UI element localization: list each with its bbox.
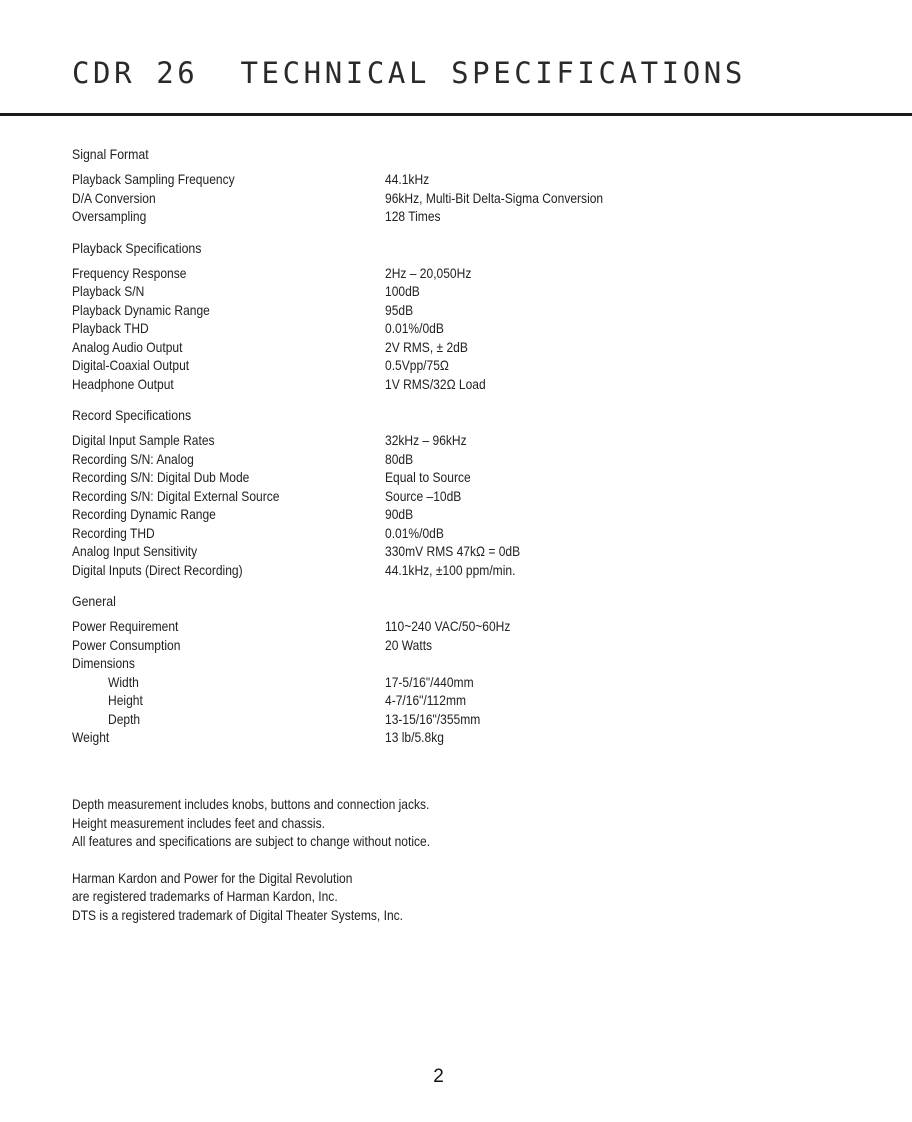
spec-label: Recording S/N: Analog xyxy=(72,450,194,467)
spec-label: Power Requirement xyxy=(72,618,179,634)
spec-row xyxy=(72,505,872,524)
spec-row xyxy=(72,636,872,655)
spec-value: 90dB xyxy=(385,506,414,522)
spec-row xyxy=(72,487,872,506)
spec-row xyxy=(72,375,872,394)
spec-value: 96kHz, Multi-Bit Delta-Sigma Conversion xyxy=(385,189,604,206)
spec-value: 100dB xyxy=(385,283,420,299)
spec-value: 128 Times xyxy=(385,208,441,224)
spec-row xyxy=(72,301,872,320)
spec-label: Playback Sampling Frequency xyxy=(72,171,235,187)
spec-value: 2V RMS, ± 2dB xyxy=(385,338,468,355)
note-line: Height measurement includes feet and chassis. xyxy=(72,814,325,831)
spec-label: D/A Conversion xyxy=(72,189,156,206)
spec-value: 2Hz – 20,050Hz xyxy=(385,264,472,281)
trademark-line: DTS is a registered trademark of Digital Theater Systems, Inc. xyxy=(72,906,404,923)
spec-value: 1V RMS/32Ω Load xyxy=(385,375,486,392)
spec-label: Digital Input Sample Rates xyxy=(72,432,215,448)
spec-label: Recording Dynamic Range xyxy=(72,506,216,522)
spec-value: 20 Watts xyxy=(385,636,433,653)
spec-label: Playback S/N xyxy=(72,283,145,299)
spec-value: 13 lb/5.8kg xyxy=(385,729,444,745)
section-heading: General xyxy=(72,593,116,609)
page-title: CDR 26 TECHNICAL SPECIFICATIONS xyxy=(72,56,746,90)
spec-row xyxy=(72,561,872,580)
section-record-specifications xyxy=(72,405,872,579)
spec-label: Oversampling xyxy=(72,208,147,224)
spec-row xyxy=(72,170,872,189)
spec-value: 44.1kHz xyxy=(385,171,430,187)
spec-label: Power Consumption xyxy=(72,636,181,653)
spec-row xyxy=(72,542,872,561)
spec-label: Depth xyxy=(108,710,141,727)
spec-label: Weight xyxy=(72,729,110,745)
spec-label: Recording S/N: Digital Dub Mode xyxy=(72,469,250,485)
spec-row xyxy=(72,654,872,673)
spec-label: Playback THD xyxy=(72,320,149,336)
spec-label: Dimensions xyxy=(72,655,135,671)
section-signal-format xyxy=(72,144,872,226)
note-line: All features and specifications are subject to change without notice. xyxy=(72,833,431,849)
section-general xyxy=(72,591,872,747)
spec-row xyxy=(72,264,872,283)
spec-value: 44.1kHz, ±100 ppm/min. xyxy=(385,561,516,578)
spec-content xyxy=(72,144,872,759)
spec-value: 0.01%/0dB xyxy=(385,524,444,541)
spec-label: Recording THD xyxy=(72,524,155,541)
spec-row xyxy=(72,617,872,636)
spec-value: 17-5/16"/440mm xyxy=(385,673,474,690)
section-heading: Record Specifications xyxy=(72,407,192,423)
trademark-line: are registered trademarks of Harman Kardon, Inc. xyxy=(72,888,338,904)
spec-label: Analog Input Sensitivity xyxy=(72,543,198,559)
spec-value: 4-7/16"/112mm xyxy=(385,692,467,708)
spec-row xyxy=(72,431,872,450)
spec-value: 0.01%/0dB xyxy=(385,320,444,336)
spec-row xyxy=(72,468,872,487)
spec-row xyxy=(72,728,872,747)
spec-label: Frequency Response xyxy=(72,264,187,281)
note-line: Depth measurement includes knobs, buttons and connection jacks. xyxy=(72,796,430,812)
page-number: 2 xyxy=(433,1066,444,1087)
spec-label: Digital Inputs (Direct Recording) xyxy=(72,561,243,578)
spec-value: Equal to Source xyxy=(385,469,471,485)
spec-row xyxy=(72,524,872,543)
spec-value: 13-15/16"/355mm xyxy=(385,710,481,727)
spec-row xyxy=(72,338,872,357)
spec-row xyxy=(72,673,872,692)
trademark-line: Harman Kardon and Power for the Digital Revolution xyxy=(72,869,353,886)
spec-value: 80dB xyxy=(385,450,414,467)
spec-label: Recording S/N: Digital External Source xyxy=(72,487,280,504)
spec-value: 95dB xyxy=(385,301,414,318)
spec-label: Digital-Coaxial Output xyxy=(72,357,190,373)
spec-row xyxy=(72,282,872,301)
spec-value: 32kHz – 96kHz xyxy=(385,432,467,448)
spec-value: Source –10dB xyxy=(385,487,462,504)
title-divider xyxy=(0,113,912,116)
spec-row xyxy=(72,319,872,338)
section-heading: Signal Format xyxy=(72,146,149,162)
spec-label: Height xyxy=(108,692,143,708)
spec-row xyxy=(72,189,872,208)
spec-row xyxy=(72,207,872,226)
spec-value: 330mV RMS 47kΩ = 0dB xyxy=(385,543,521,559)
spec-value: 110~240 VAC/50~60Hz xyxy=(385,618,511,634)
spec-row xyxy=(72,710,872,729)
spec-row xyxy=(72,450,872,469)
spec-label: Analog Audio Output xyxy=(72,338,183,355)
spec-label: Headphone Output xyxy=(72,375,174,392)
section-heading: Playback Specifications xyxy=(72,239,202,256)
spec-value: 0.5Vpp/75Ω xyxy=(385,357,449,373)
spec-row xyxy=(72,356,872,375)
spec-row xyxy=(72,691,872,710)
note-spacer xyxy=(72,851,772,869)
spec-label: Width xyxy=(108,673,139,690)
spec-label: Playback Dynamic Range xyxy=(72,301,210,318)
section-playback-specifications xyxy=(72,238,872,394)
footnotes xyxy=(72,795,772,924)
